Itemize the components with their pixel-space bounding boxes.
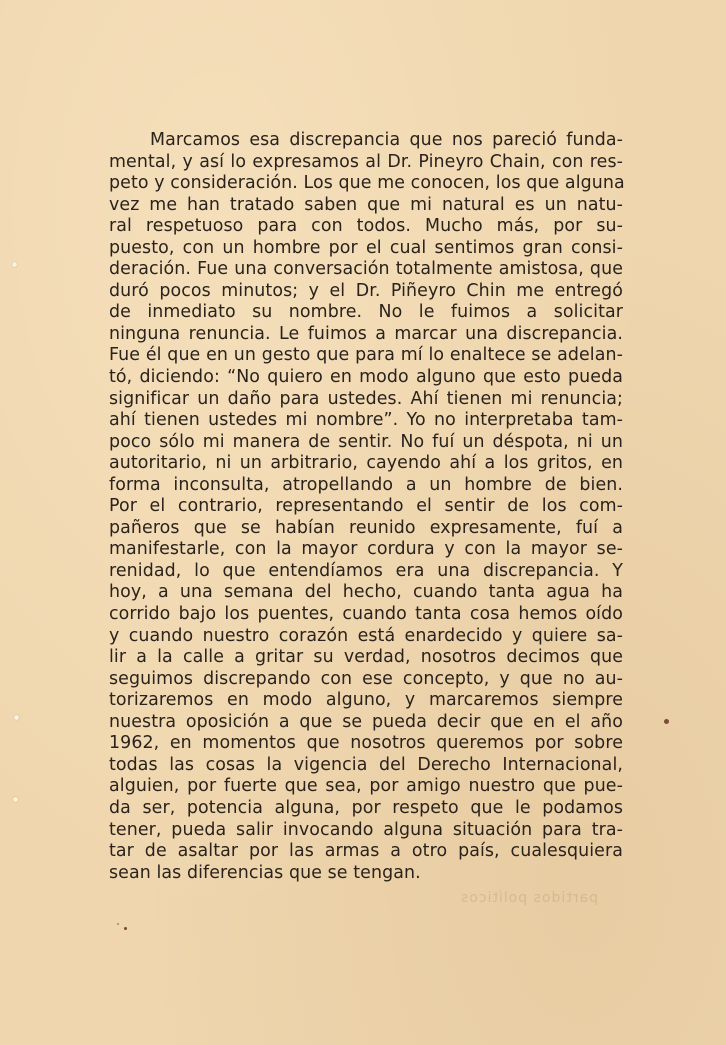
text-line: Marcamos esa discrepancia que nos pareció funda- [150, 130, 623, 150]
text-line: 1962, en momentos que nosotros queremos por sobre [109, 733, 623, 754]
text-line: corrido bajo los puentes, cuando tanta cosa hemos oído [109, 604, 623, 625]
text-line: manifestarle, con la mayor cordura y con la mayor se- [109, 539, 623, 560]
text-line: ahí tienen ustedes mi nombre”. Yo no interpretaba tam- [109, 410, 623, 431]
text-line: de inmediato su nombre. No le fuimos a solicitar [109, 302, 623, 323]
text-line: hoy, a una semana del hecho, cuando tanta agua ha [109, 582, 623, 603]
body-paragraph [109, 130, 623, 884]
text-line: sean las diferencias que se tengan. [109, 862, 421, 883]
text-line: renidad, lo que entendíamos era una discrepancia. Y [109, 560, 623, 581]
punch-hole-mark [12, 262, 17, 267]
text-line: tó, diciendo: “No quiero en modo alguno que esto pueda [109, 367, 623, 388]
text-line: nuestra oposición a que se pueda decir que en el año [109, 711, 623, 732]
text-line: deración. Fue una conversación totalmente amistosa, que [109, 259, 623, 280]
text-line: alguien, por fuerte que sea, por amigo nuestro que pue- [109, 776, 623, 797]
text-line: pañeros que se habían reunido expresamente, fuí a [109, 517, 623, 538]
punch-hole-mark [14, 715, 19, 720]
text-line: tener, pueda salir invocando alguna situación para tra- [109, 819, 623, 840]
text-line: Fue él que en un gesto que para mí lo enaltece se adelan- [109, 345, 623, 366]
text-line: da ser, potencia alguna, por respeto que le podamos [109, 797, 623, 818]
text-line: poco sólo mi manera de sentir. No fuí un déspota, ni un [109, 431, 623, 452]
text-line: peto y consideración. Los que me conocen, los que alguna [109, 173, 625, 194]
text-line: Por el contrario, representando el sentir de los com- [109, 496, 623, 517]
text-line: seguimos discrepando con ese concepto, y que no au- [109, 668, 623, 689]
ink-speck [124, 927, 127, 930]
text-line: y cuando nuestro corazón está enardecido y quiere sa- [109, 625, 623, 646]
ink-speck [117, 923, 119, 925]
text-line: vez me han tratado saben que mi natural es un natu- [109, 194, 623, 215]
punch-hole-mark [13, 797, 18, 802]
text-line: puesto, con un hombre por el cual sentimos gran consi- [109, 237, 623, 258]
text-line: lir a la calle a gritar su verdad, nosotros decimos que [109, 647, 623, 668]
text-line: mental, y así lo expresamos al Dr. Pineyro Chain, con res- [109, 151, 623, 172]
text-line: ninguna renuncia. Le fuimos a marcar una discrepancia. [109, 323, 623, 344]
ink-speck [664, 719, 669, 724]
bleed-through-text: partidos políticos [460, 890, 598, 906]
text-line: forma inconsulta, atropellando a un hombre de bien. [109, 474, 623, 495]
text-line: todas las cosas la vigencia del Derecho Internacional, [109, 754, 623, 775]
text-line: torizaremos en modo alguno, y marcaremos siempre [109, 690, 623, 711]
text-line: significar un daño para ustedes. Ahí tienen mi renuncia; [109, 388, 623, 409]
text-line: tar de asaltar por las armas a otro país, cualesquiera [109, 841, 623, 862]
text-line: ral respetuoso para con todos. Mucho más, por su- [109, 216, 623, 237]
text-line: duró pocos minutos; y el Dr. Piñeyro Chin me entregó [109, 280, 623, 301]
text-line: autoritario, ni un arbitrario, cayendo ahí a los gritos, en [109, 453, 623, 474]
